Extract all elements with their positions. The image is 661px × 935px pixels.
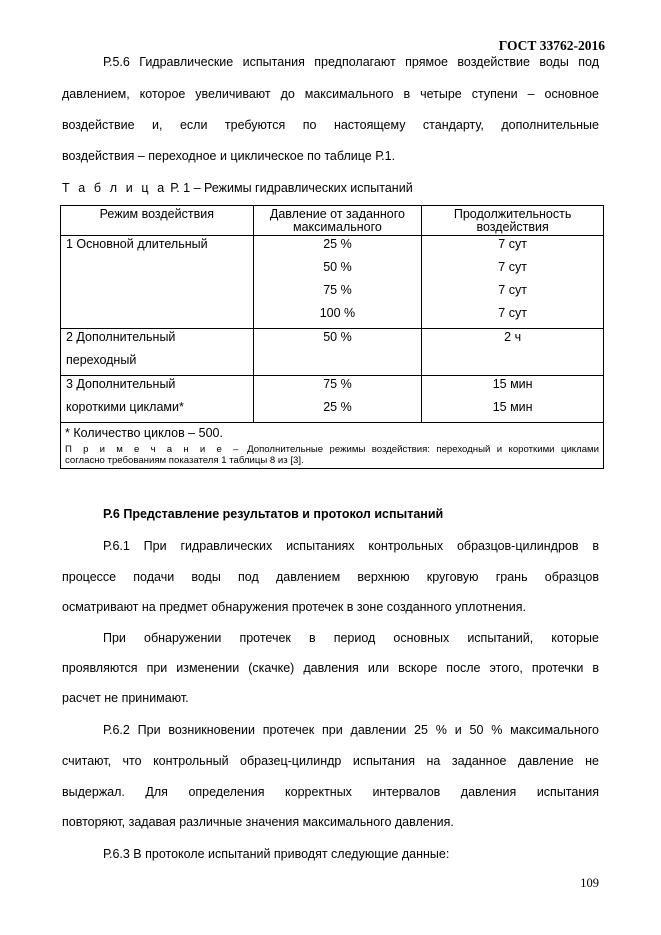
table-row: [61, 329, 604, 376]
hydraulic-test-table: [60, 205, 604, 469]
text-line: Р.5.6 Гидравлические испытания предполагают прямое воздействие воды под: [103, 55, 599, 69]
header-duration: [422, 206, 604, 236]
text-line: воздействие и, если требуются по настоящему стандарту, дополнительные: [62, 118, 599, 132]
document-code: ГОСТ 33762-2016: [498, 38, 605, 53]
row-pressure-cell: [253, 236, 422, 329]
page-number: 109: [580, 876, 599, 890]
row-pressure-cell: [253, 329, 422, 376]
pressure-value: 75 %: [323, 283, 352, 297]
note-label: П р и м е ч а н и е –: [65, 444, 241, 455]
mode-text: переходный: [66, 353, 137, 367]
header-mode: [61, 206, 254, 236]
text-line: выдержал. Для определения корректных интервалов давления испытания: [62, 785, 599, 799]
row-duration-cell: [422, 329, 604, 376]
table-footnote-row: [61, 423, 604, 469]
header-pressure: [253, 206, 422, 236]
table-caption-text: Р. 1 – Режимы гидравлических испытаний: [170, 181, 413, 195]
table-note-continuation: согласно требованиям показателя 1 таблицы 8 из [3].: [65, 455, 304, 466]
table-header-row: [61, 206, 604, 236]
text-line: давлением, которое увеличивают до максимального в четыре ступени – основное: [62, 87, 599, 101]
duration-value: 7 сут: [498, 237, 527, 251]
header-duration-text: Продолжительность воздействия: [453, 207, 572, 234]
text-line: повторяют, задавая различные значения максимального давления.: [62, 815, 454, 829]
header-pressure-text: Давление от заданного максимального: [269, 207, 405, 234]
mode-text: 1 Основной длительный: [66, 237, 208, 251]
duration-value: 15 мин: [492, 400, 533, 414]
duration-value: 7 сут: [498, 283, 527, 297]
table-row: [61, 376, 604, 423]
text-line: осматривают на предмет обнаружения протечек в зоне созданного уплотнения.: [62, 600, 526, 614]
row-duration-cell: [422, 236, 604, 329]
paragraph-p6-3: Р.6.3 В протоколе испытаний приводят следующие данные:: [103, 847, 450, 861]
mode-text: 3 Дополнительный: [66, 377, 176, 391]
text-line: расчет не принимают.: [62, 691, 189, 705]
pressure-value: 50 %: [323, 330, 352, 344]
pressure-value: 25 %: [323, 237, 352, 251]
table-caption: [62, 180, 599, 196]
duration-value: 15 мин: [492, 377, 533, 391]
text-line: считают, что контрольный образец-цилиндр испытания на заданное давление не: [62, 754, 599, 768]
text-line: Р.6.1 При гидравлических испытаниях контрольных образцов-цилиндров в: [103, 539, 599, 553]
mode-text: короткими циклами*: [66, 400, 184, 414]
note-text: Дополнительные режимы воздействия: переходный и короткими циклами: [247, 444, 599, 455]
text-line: Р.6.2 При возникновении протечек при давлении 25 % и 50 % максимального: [103, 723, 599, 737]
row-mode-cell: [61, 376, 254, 423]
text-line: При обнаружении протечек в период основных испытаний, которые: [103, 631, 599, 645]
footnote: * Количество циклов – 500.: [65, 426, 223, 440]
pressure-value: 25 %: [323, 400, 352, 414]
duration-value: 7 сут: [498, 260, 527, 274]
text-line: воздействия – переходное и циклическое по таблице Р.1.: [62, 149, 396, 163]
header-mode-text: Режим воздействия: [99, 207, 214, 221]
row-mode-cell: [61, 329, 254, 376]
table-note: [65, 444, 599, 455]
duration-value: 2 ч: [504, 330, 522, 344]
table-row: [61, 236, 604, 329]
mode-text: 2 Дополнительный: [66, 330, 176, 344]
section-title: Р.6 Представление результатов и протокол испытаний: [103, 507, 444, 521]
pressure-value: 100 %: [319, 306, 356, 320]
text-line: проявляются при изменении (скачке) давления или вскоре после этого, протечки в: [62, 661, 599, 675]
pressure-value: 75 %: [323, 377, 352, 391]
row-mode-cell: [61, 236, 254, 329]
row-duration-cell: [422, 376, 604, 423]
row-pressure-cell: [253, 376, 422, 423]
table-caption-label: Т а б л и ц а: [62, 181, 167, 195]
text-line: процессе подачи воды под давлением верхнюю круговую грань образцов: [62, 570, 599, 584]
duration-value: 7 сут: [498, 306, 527, 320]
pressure-value: 50 %: [323, 260, 352, 274]
footnote-cell: [61, 423, 604, 469]
